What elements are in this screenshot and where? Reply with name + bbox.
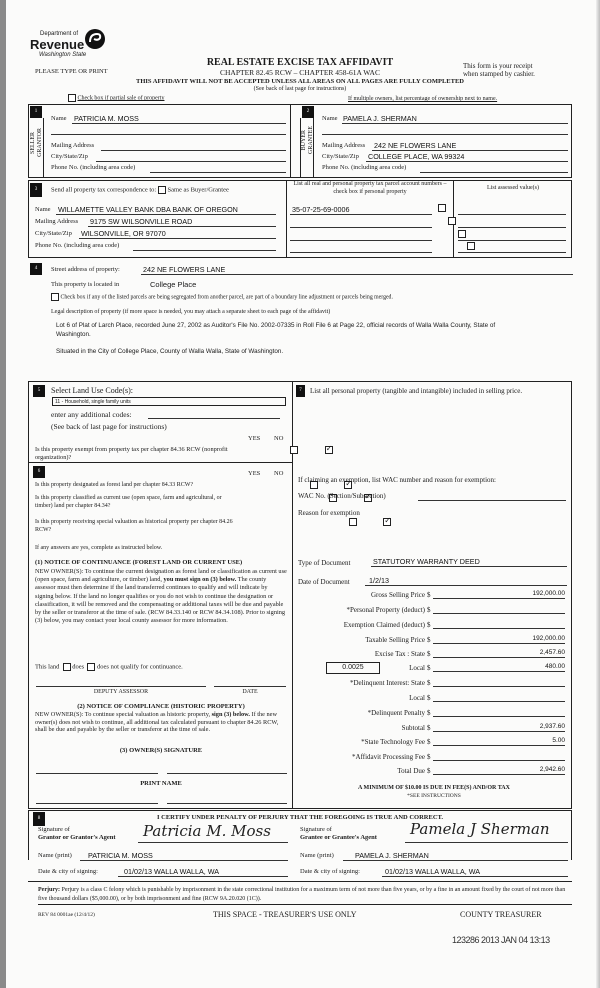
grantor-sig-label-2: Grantor or Grantor's Agent bbox=[38, 834, 116, 841]
grantor-name-line bbox=[80, 860, 288, 861]
seller-side-label bbox=[30, 118, 44, 178]
parcel-1-value[interactable]: 35-07-25-69-0006 bbox=[292, 205, 350, 214]
scan-edge bbox=[0, 0, 6, 988]
seller-name-line bbox=[72, 123, 286, 124]
assessed-4-line[interactable] bbox=[458, 252, 566, 253]
row-label: Local bbox=[409, 664, 425, 672]
row-label: Exemption Claimed (deduct) bbox=[343, 621, 425, 629]
cashier-stamp: 123286 2013 JAN 04 13:13 bbox=[452, 935, 550, 945]
street-label: Street address of property: bbox=[51, 266, 120, 273]
historic-yes-checkbox[interactable] bbox=[349, 518, 357, 526]
located-value[interactable]: College Place bbox=[150, 280, 197, 289]
grantor-date-city-line bbox=[118, 876, 288, 877]
dollar-sign: $ bbox=[427, 738, 431, 746]
see-instructions: *SEE INSTRUCTIONS bbox=[407, 793, 461, 799]
notice-1-bold: you must sign on (3) below. bbox=[163, 576, 237, 584]
print-name-label: PRINT NAME bbox=[140, 780, 182, 787]
excise-tax-state-value[interactable]: 2,457.60 bbox=[433, 649, 565, 658]
send-to-row bbox=[51, 186, 229, 194]
row-label: Subtotal bbox=[401, 724, 425, 732]
corr-mailing-line bbox=[88, 226, 276, 227]
row-label: *Delinquent Penalty bbox=[367, 709, 425, 717]
delinquent-interest-state-value[interactable] bbox=[433, 678, 565, 687]
segregated-checkbox[interactable] bbox=[51, 293, 59, 301]
seller-name-line-2 bbox=[51, 134, 286, 135]
if-yes-note: If any answers are yes, complete as instructed below. bbox=[35, 545, 163, 551]
grantee-name-line bbox=[343, 860, 568, 861]
wac-line[interactable] bbox=[418, 500, 566, 501]
dollar-sign: $ bbox=[427, 664, 431, 672]
does-label: does bbox=[72, 663, 85, 671]
seller-name-value[interactable]: PATRICIA M. MOSS bbox=[74, 114, 139, 123]
print-name-line-2[interactable] bbox=[167, 803, 287, 804]
section-5-number: 5 bbox=[33, 385, 45, 397]
perjury-bold: Perjury: bbox=[38, 887, 60, 893]
grantee-label: GRANTEE bbox=[308, 126, 314, 154]
exempt-no-checkbox[interactable] bbox=[325, 446, 333, 454]
current-use-question: Is this property classified as current use (open space, farm and agricultural, or timber) land per chapter 84.34? bbox=[35, 495, 222, 509]
owner-signature-line-2[interactable] bbox=[167, 773, 287, 774]
divider bbox=[286, 180, 287, 258]
continuance-row bbox=[35, 663, 183, 671]
corr-mailing-value[interactable]: 9175 SW WILSONVILLE ROAD bbox=[90, 217, 193, 226]
please-type: PLEASE TYPE OR PRINT bbox=[35, 68, 108, 75]
additional-codes-label: enter any additional codes: bbox=[51, 410, 132, 419]
divider bbox=[28, 881, 572, 882]
delinquent-interest-local-value[interactable] bbox=[433, 693, 565, 702]
delinquent-penalty-value[interactable] bbox=[433, 708, 565, 717]
grantee-signature-line bbox=[405, 842, 568, 843]
doc-date-label: Date of Document bbox=[298, 578, 350, 586]
gross-selling-price-value[interactable]: 192,000.00 bbox=[433, 590, 565, 599]
exemption-claimed-value[interactable] bbox=[433, 620, 565, 629]
buyer-name-line bbox=[342, 123, 568, 124]
historic-no-checkbox[interactable] bbox=[383, 518, 391, 526]
does-not-checkbox[interactable] bbox=[87, 663, 95, 671]
excise-tax-local-value[interactable]: 480.00 bbox=[433, 663, 565, 672]
section-6-number: 6 bbox=[33, 466, 45, 478]
dollar-sign: $ bbox=[427, 650, 431, 658]
send-to-label: Send all property tax correspondence to: bbox=[51, 186, 157, 194]
street-line bbox=[141, 274, 573, 275]
seller-mailing-line[interactable] bbox=[101, 150, 286, 151]
corr-name-label: Name bbox=[35, 206, 51, 213]
parcel-3-line[interactable] bbox=[290, 240, 432, 241]
parcel-2-checkbox[interactable] bbox=[448, 217, 456, 225]
notice-1-text bbox=[35, 568, 287, 625]
receipt-note-2: when stamped by cashier. bbox=[463, 70, 535, 78]
yes-label: YES bbox=[248, 435, 261, 442]
grantee-date-city-value[interactable]: 01/02/13 WALLA WALLA, WA bbox=[385, 867, 481, 876]
segregated-label: Check box if any of the listed parcels are being segregated from another parcel, are part of a boundary line adjustment or parcels being merged. bbox=[60, 294, 393, 301]
land-use-value: 11 - Household, single family units bbox=[55, 399, 131, 405]
historic-question: Is this property receiving special valuation as historical property per chapter 84.26 RCW? bbox=[35, 519, 233, 533]
doc-date-line bbox=[365, 585, 567, 586]
exempt-yes-checkbox[interactable] bbox=[290, 446, 298, 454]
same-as-buyer-label: Same as Buyer/Grantee bbox=[167, 186, 229, 194]
divider bbox=[28, 462, 292, 463]
doc-type-value[interactable]: STATUTORY WARRANTY DEED bbox=[373, 557, 480, 566]
local-rate-box[interactable]: 0.0025 bbox=[326, 662, 380, 674]
buyer-city-line bbox=[366, 161, 568, 162]
corr-name-value[interactable]: WILLAMETTE VALLEY BANK DBA BANK OF OREGON bbox=[58, 205, 238, 214]
located-label: This property is located in bbox=[51, 281, 120, 288]
grantor-signature[interactable]: Patricia M. Moss bbox=[143, 822, 271, 840]
dollar-sign: $ bbox=[427, 753, 431, 761]
dor-logo bbox=[30, 28, 100, 64]
legal-text-2: Situated in the City of College Place, County of Walla Walla, State of Washington. bbox=[56, 348, 284, 355]
affidavit-processing-fee-value[interactable] bbox=[433, 752, 565, 761]
row-label: Taxable Selling Price bbox=[365, 636, 425, 644]
row-label: Local bbox=[409, 694, 425, 702]
row-label: *Affidavit Processing Fee bbox=[352, 753, 425, 761]
assessed-header: List assessed value(s) bbox=[487, 185, 539, 191]
row-label: *Delinquent Interest: State bbox=[349, 679, 425, 687]
yes-label-6: YES bbox=[248, 470, 261, 477]
parcel-4-line[interactable] bbox=[290, 252, 432, 253]
grantor-date-city-value[interactable]: 01/02/13 WALLA WALLA, WA bbox=[124, 867, 220, 876]
grantee-sig-label-2: Grantee or Grantee's Agent bbox=[300, 834, 377, 841]
dollar-sign: $ bbox=[427, 636, 431, 644]
parcel-2-line[interactable] bbox=[290, 227, 432, 228]
scan-edge-right bbox=[596, 0, 600, 988]
grantee-signature[interactable]: Pamela J Sherman bbox=[410, 820, 550, 838]
subtotal-value[interactable]: 2,937.60 bbox=[433, 723, 565, 732]
seller-mailing-label: Mailing Address bbox=[51, 142, 95, 149]
buyer-city-label: City/State/Zip bbox=[322, 153, 359, 160]
see-back-note: (See back of last page for instructions) bbox=[51, 422, 167, 431]
notice-2-bold: sign (3) below. bbox=[211, 711, 250, 718]
section-2-number: 2 bbox=[302, 106, 314, 118]
buyer-name-label: Name bbox=[322, 115, 338, 122]
date-label: DATE bbox=[242, 689, 258, 695]
does-checkbox[interactable] bbox=[63, 663, 71, 671]
land-use-select[interactable] bbox=[52, 397, 286, 406]
buyer-side-label bbox=[300, 118, 314, 178]
seller-city-label: City/State/Zip bbox=[51, 153, 88, 160]
perjury-notice bbox=[38, 886, 572, 905]
same-as-buyer-checkbox[interactable] bbox=[158, 186, 166, 194]
deputy-assessor-label: DEPUTY ASSESSOR bbox=[93, 689, 149, 695]
divider bbox=[290, 104, 291, 178]
rev-number: REV 84 0001ae (12/4/12) bbox=[38, 912, 95, 918]
buyer-mailing-label: Mailing Address bbox=[322, 142, 366, 149]
buyer-phone-line[interactable] bbox=[420, 172, 568, 173]
notice-1-text-a: NEW OWNER(S): To continue the current designation as forest land or classification as current use (open space, farm and agriculture, or timber) land, bbox=[35, 568, 287, 584]
divider bbox=[292, 381, 293, 809]
seller-city-line[interactable] bbox=[96, 161, 286, 162]
buyer-mailing-value[interactable]: 242 NE FLOWERS LANE bbox=[374, 141, 457, 150]
seller-phone-line[interactable] bbox=[150, 172, 286, 173]
grantee-name-label: Name (print) bbox=[300, 852, 334, 859]
owner-signature-line-1[interactable] bbox=[36, 773, 158, 774]
seller-phone-label: Phone No. (including area code) bbox=[51, 164, 136, 171]
parcel-1-line bbox=[290, 214, 432, 215]
this-land-label: This land bbox=[35, 663, 60, 671]
minimum-note: A MINIMUM OF $10.00 IS DUE IN FEE(S) AND/OR TAX bbox=[358, 785, 510, 791]
exemption-label: If claiming an exemption, list WAC number and reason for exemption: bbox=[298, 476, 496, 484]
county-treasurer: COUNTY TREASURER bbox=[460, 910, 542, 919]
partial-sale-checkbox[interactable] bbox=[68, 94, 76, 102]
forest-question: Is this property designated as forest land per chapter 84.33 RCW? bbox=[35, 482, 194, 488]
dollar-sign: $ bbox=[427, 724, 431, 732]
no-label-6: NO bbox=[274, 470, 284, 477]
does-not-label: does not qualify for continuance. bbox=[97, 663, 183, 671]
dollar-sign: $ bbox=[427, 694, 431, 702]
wac-label: WAC No. (Section/Subsection) bbox=[298, 492, 386, 500]
corr-city-label: City/State/Zip bbox=[35, 230, 72, 237]
dollar-sign: $ bbox=[427, 679, 431, 687]
logo-line1: Department of bbox=[40, 31, 79, 37]
notice-1-title: (1) NOTICE OF CONTINUANCE (FOREST LAND OR CURRENT USE) bbox=[35, 559, 243, 566]
grantor-label: GRANTOR bbox=[37, 128, 43, 157]
additional-codes-line[interactable] bbox=[148, 418, 280, 419]
land-use-label: Select Land Use Code(s): bbox=[51, 386, 133, 395]
dollar-sign: $ bbox=[427, 606, 431, 614]
row-label: *State Technology Fee bbox=[361, 738, 425, 746]
notice-2-title: (2) NOTICE OF COMPLIANCE (HISTORIC PROPERTY) bbox=[77, 703, 245, 710]
certify-statement: I CERTIFY UNDER PENALTY OF PERJURY THAT THE FOREGOING IS TRUE AND CORRECT. bbox=[156, 814, 443, 821]
dollar-sign: $ bbox=[427, 621, 431, 629]
row-label: *Personal Property (deduct) bbox=[346, 606, 425, 614]
segregated-row bbox=[51, 293, 393, 301]
assessed-1-line[interactable] bbox=[458, 214, 566, 215]
corr-mailing-label: Mailing Address bbox=[35, 218, 79, 225]
exempt-question: Is this property exempt from property tax per chapter 84.36 RCW (nonprofit organization)? bbox=[35, 446, 228, 461]
personal-property-label: List all personal property (tangible and intangible) included in selling price. bbox=[310, 387, 523, 395]
dor-swirl-icon bbox=[84, 28, 106, 50]
dollar-sign: $ bbox=[427, 591, 431, 599]
grantor-date-city-label: Date & city of signing: bbox=[38, 868, 98, 875]
dollar-sign: $ bbox=[427, 767, 431, 775]
section-7-number: 7 bbox=[296, 385, 305, 397]
grantee-sig-label-1: Signature of bbox=[300, 826, 332, 833]
dollar-sign: $ bbox=[427, 709, 431, 717]
notice-2-text-a: NEW OWNER(S): To continue special valuation as historic property, bbox=[35, 711, 211, 718]
buyer-name-line-2 bbox=[322, 134, 568, 135]
seller-name-label: Name bbox=[51, 115, 67, 122]
partial-sale-label: Check box if partial sale of property bbox=[77, 95, 165, 102]
section-8-number: 8 bbox=[33, 812, 45, 826]
notice-2-text bbox=[35, 711, 287, 734]
doc-type-line bbox=[371, 566, 567, 567]
no-label: NO bbox=[274, 435, 284, 442]
seller-label: SELLER bbox=[30, 132, 36, 154]
section-3-number: 3 bbox=[30, 183, 42, 197]
multiple-owners-note: If multiple owners, list percentage of ownership next to name. bbox=[348, 96, 498, 102]
owner-signature-label: (3) OWNER(S) SIGNATURE bbox=[119, 747, 203, 754]
perjury-text: Perjury is a class C felony which is punishable by imprisonment in the state correctional institution for a maximum term of not more than five years, or by a fine in an amount fixed by the court of not more than five thousand dollars ($5,000.00), or by both imprisonment and fine (RCW 9A.20.020 (1C)). bbox=[38, 887, 566, 902]
corr-city-line bbox=[79, 238, 276, 239]
reason-label: Reason for exemption bbox=[298, 509, 360, 517]
date-line[interactable] bbox=[214, 686, 286, 687]
row-label: Excise Tax : State bbox=[374, 650, 425, 658]
grantor-name-value[interactable]: PATRICIA M. MOSS bbox=[88, 851, 153, 860]
parcel-1-checkbox[interactable] bbox=[438, 204, 446, 212]
buyer-phone-label: Phone No. (including area code) bbox=[322, 164, 407, 171]
corr-phone-line[interactable] bbox=[133, 250, 276, 251]
treasurer-use: THIS SPACE - TREASURER'S USE ONLY bbox=[213, 910, 357, 919]
street-value[interactable]: 242 NE FLOWERS LANE bbox=[143, 265, 226, 274]
personal-property-value[interactable] bbox=[433, 605, 565, 614]
buyer-label: BUYER bbox=[301, 130, 307, 151]
warning-text: THIS AFFIDAVIT WILL NOT BE ACCEPTED UNLESS ALL AREAS ON ALL PAGES ARE FULLY COMPLETED bbox=[136, 78, 464, 85]
receipt-note-1: This form is your receipt bbox=[463, 62, 533, 70]
total-due-value[interactable]: 2,942.60 bbox=[433, 766, 565, 775]
grantor-sig-label-1: Signature of bbox=[38, 826, 70, 833]
logo-line2: Revenue bbox=[30, 37, 85, 52]
parcel-4-checkbox[interactable] bbox=[467, 242, 475, 250]
legal-text-1: Lot 6 of Plat of Larch Place, recorded June 27, 2002 as Auditor's File No. 2002-07335 in Roll File 6 at Page 22, official records of Walla Walla County, State of Washington. bbox=[56, 322, 496, 338]
doc-date-value[interactable]: 1/2/13 bbox=[369, 576, 389, 585]
buyer-mailing-line bbox=[372, 150, 568, 151]
deputy-assessor-line[interactable] bbox=[36, 686, 206, 687]
legal-label: Legal description of property (if more space is needed, you may attach a separate sheet to each page of the affidavit) bbox=[51, 309, 331, 315]
buyer-name-value[interactable]: PAMELA J. SHERMAN bbox=[343, 114, 417, 123]
print-name-line-1[interactable] bbox=[36, 803, 158, 804]
grantee-date-city-label: Date & city of signing: bbox=[300, 868, 360, 875]
row-label: Total Due bbox=[397, 767, 425, 775]
grantee-date-city-line bbox=[382, 876, 568, 877]
doc-type-label: Type of Document bbox=[298, 559, 351, 567]
buyer-city-value[interactable]: COLLEGE PLACE, WA 99324 bbox=[368, 152, 465, 161]
assessed-3-line[interactable] bbox=[458, 240, 566, 241]
corr-name-line bbox=[56, 214, 276, 215]
section-4-number: 4 bbox=[30, 263, 42, 275]
grantee-name-value[interactable]: PAMELA J. SHERMAN bbox=[355, 851, 429, 860]
assessed-2-line[interactable] bbox=[458, 227, 566, 228]
parcel-3-checkbox[interactable] bbox=[458, 230, 466, 238]
page-title: REAL ESTATE EXCISE TAX AFFIDAVIT bbox=[206, 57, 394, 68]
corr-city-value[interactable]: WILSONVILLE, OR 97070 bbox=[81, 229, 166, 238]
grantor-name-label: Name (print) bbox=[38, 852, 72, 859]
logo-line3: Washington State bbox=[39, 52, 87, 58]
section-1-number: 1 bbox=[30, 106, 42, 118]
parcel-header: List all real and personal property tax parcel account numbers – check box if personal property bbox=[293, 181, 447, 195]
notice-1-text-b: The county assessor must then determine if the land transferred continues to qualify and will indicate by signing below. If the land no longer qualifies or you do not wish to continue the designation or classification, it will be removed and the compensating or additional taxes will be due and payable by the seller or transferor at the time of sale. (RCW 84.33.140 or RCW 84.34.108). Prior to signing (3) below, you may contact your local county assessor for more information. bbox=[35, 576, 286, 625]
notice-2-text-b: If the new owner(s) does not wish to continue, all additional tax calculated pursuant to chapter 84.26 RCW, shall be due and payable by the seller or transferor at the time of sale. bbox=[35, 711, 279, 733]
row-label: Gross Selling Price bbox=[370, 591, 425, 599]
grantor-signature-line bbox=[138, 842, 288, 843]
instructions-note: (See back of last page for instructions) bbox=[253, 86, 347, 92]
corr-phone-label: Phone No. (including area code) bbox=[35, 242, 120, 249]
page-subtitle: CHAPTER 82.45 RCW – CHAPTER 458-61A WAC bbox=[220, 68, 380, 77]
partial-sale-row bbox=[68, 94, 164, 102]
state-technology-fee-value[interactable]: 5.00 bbox=[433, 737, 565, 746]
taxable-selling-price-value[interactable]: 192,000.00 bbox=[433, 635, 565, 644]
